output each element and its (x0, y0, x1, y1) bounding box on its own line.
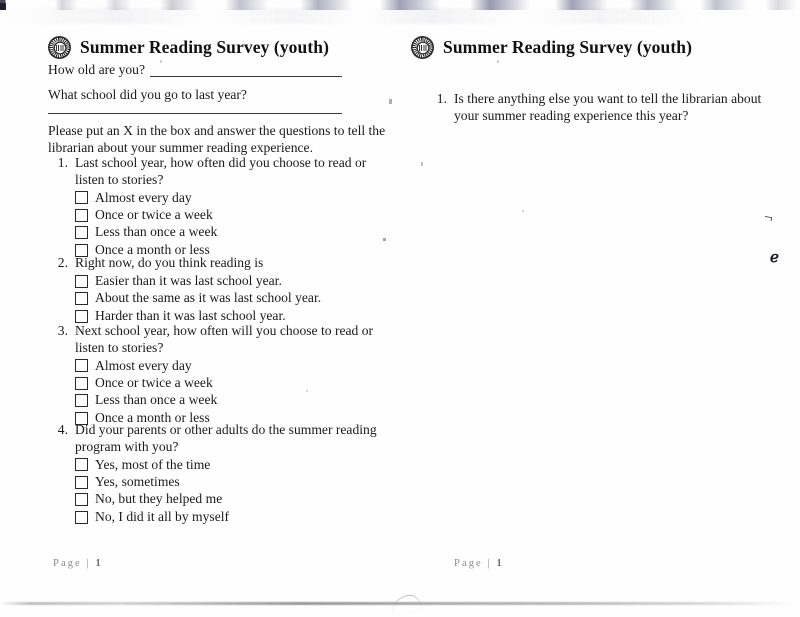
option-label: Harder than it was last school year. (95, 307, 286, 323)
question-text: Right now, do you think reading is (75, 255, 264, 270)
checkbox[interactable] (75, 226, 88, 239)
option-label: Almost every day (95, 357, 192, 373)
footer-separator: | (86, 558, 91, 569)
option-row[interactable] (75, 474, 393, 491)
field-label-school: What school did you go to last year? (48, 87, 247, 102)
library-seal-icon (411, 36, 434, 59)
checkbox[interactable] (75, 310, 88, 323)
option-label: No, but they helped me (95, 491, 223, 507)
checkbox[interactable] (75, 458, 88, 471)
question-2 (48, 255, 393, 325)
option-row[interactable] (75, 491, 393, 508)
option-row[interactable] (75, 456, 393, 473)
question-3 (48, 323, 393, 427)
option-label: Yes, sometimes (95, 473, 180, 489)
footer-prefix: Page (53, 558, 82, 569)
library-seal-icon (48, 36, 71, 59)
option-label: About the same as it was last school year. (95, 290, 322, 306)
option-label: No, I did it all by myself (95, 508, 230, 524)
question-text: Is there anything else you want to tell the librarian about your summer reading experience this year? (454, 91, 762, 123)
checkbox[interactable] (75, 511, 88, 524)
question-4 (48, 422, 393, 526)
option-row[interactable] (75, 375, 393, 392)
option-row[interactable] (75, 508, 393, 525)
option-row[interactable] (75, 224, 393, 241)
option-label: Once a month or less (95, 409, 210, 425)
question-number: 1. (57, 155, 68, 170)
option-label: Once or twice a week (95, 206, 213, 222)
option-list (48, 456, 393, 526)
checkbox[interactable] (75, 359, 88, 372)
option-row[interactable] (75, 392, 393, 409)
question-text: Next school year, how often will you choose to read or listen to stories? (75, 323, 374, 355)
option-row[interactable] (75, 273, 393, 290)
field-input-school[interactable] (48, 113, 342, 114)
page-title: Summer Reading Survey (youth) (443, 37, 693, 57)
option-label: Almost every day (95, 189, 192, 205)
option-list (48, 273, 393, 325)
page-header (411, 36, 692, 59)
instructions-text: Please put an X in the box and answer the questions to tell the librarian about your summer reading experience. (48, 123, 386, 155)
checkbox[interactable] (75, 191, 88, 204)
option-label: Once or twice a week (95, 374, 213, 390)
page-header (48, 36, 329, 59)
page-footer (53, 558, 101, 569)
checkbox[interactable] (75, 275, 88, 288)
checkbox[interactable] (75, 476, 88, 489)
option-label: Less than once a week (95, 392, 218, 408)
option-label: Yes, most of the time (95, 456, 211, 472)
stray-pen-mark: ℯ (770, 250, 779, 266)
option-row[interactable] (75, 357, 393, 374)
stray-pen-mark: ¬ (762, 209, 774, 227)
option-label: Less than once a week (95, 224, 218, 240)
question-number: 2. (57, 255, 68, 270)
question-number: 1. (436, 91, 447, 106)
option-row[interactable] (75, 189, 393, 206)
question-1 (48, 155, 393, 259)
question-text: Did your parents or other adults do the summer reading program with you? (75, 422, 377, 454)
footer-prefix: Page (454, 558, 483, 569)
option-label: Once a month or less (95, 241, 210, 257)
survey-page-2 (400, 0, 800, 617)
footer-separator: | (487, 558, 492, 569)
field-input-age[interactable] (150, 76, 342, 77)
footer-page-number: 1 (496, 558, 502, 569)
page-title: Summer Reading Survey (youth) (80, 37, 330, 57)
option-label: Easier than it was last school year. (95, 272, 282, 288)
checkbox[interactable] (75, 292, 88, 305)
option-list (48, 357, 393, 427)
question-1 (427, 91, 777, 124)
option-row[interactable] (75, 290, 393, 307)
question-number: 3. (57, 323, 68, 338)
page-footer (454, 558, 502, 569)
option-row[interactable] (75, 207, 393, 224)
question-number: 4. (57, 422, 68, 437)
field-label-age: How old are you? (48, 62, 146, 77)
option-list (48, 189, 393, 259)
footer-page-number: 1 (95, 558, 101, 569)
question-text: Last school year, how often did you choose to read or listen to stories? (75, 155, 367, 187)
checkbox[interactable] (75, 209, 88, 222)
checkbox[interactable] (75, 394, 88, 407)
checkbox[interactable] (75, 377, 88, 390)
checkbox[interactable] (75, 493, 88, 506)
